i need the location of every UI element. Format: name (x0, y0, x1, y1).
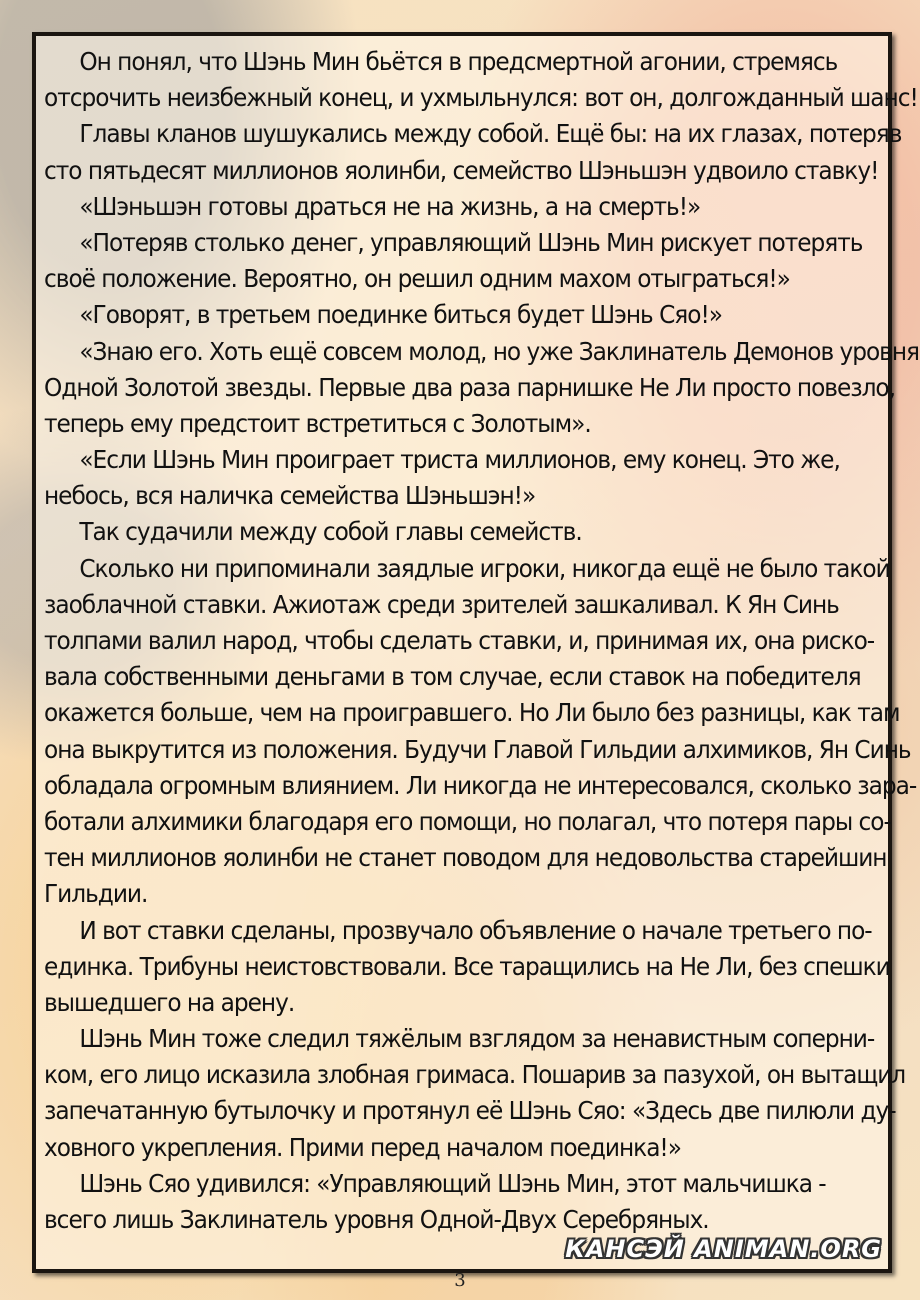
text-line: И вот ставки сделаны, прозвучало объявление о начале третьего по- (79, 915, 872, 945)
text-line: Одной Золотой звезды. Первые два раза парнишке Не Ли просто повезло, (44, 372, 895, 402)
body-text (44, 44, 920, 1238)
text-line: Гильдии. (44, 879, 148, 909)
text-line: небось, вся наличка семейства Шэньшэн!» (44, 481, 536, 511)
text-line: Шэнь Мин тоже следил тяжёлым взглядом за ненавистным соперни- (79, 1024, 875, 1054)
text-line: «Потеряв столько денег, управляющий Шэнь Мин рискует потерять (79, 227, 863, 257)
page-number: 3 (454, 1270, 466, 1291)
text-line: толпами валил народ, чтобы сделать ставки, и, принимая их, она риско- (44, 626, 875, 655)
text-line: обладала огромным влиянием. Ли никогда не интересовался, сколько зара- (44, 770, 917, 800)
text-line: сто пятьдесят миллионов яолинби, семейство Шэньшэн удвоило ставку! (44, 155, 879, 185)
text-line: заоблачной ставки. Ажиотаж среди зрителей зашкаливал. К Ян Синь (44, 589, 839, 619)
text-line: Главы кланов шушукались между собой. Ещё бы: на их глазах, потеряв (79, 119, 902, 149)
text-line: ком, его лицо исказила злобная гримаса. Пошарив за пазухой, он вытащил (44, 1060, 906, 1090)
text-line: вала собственными деньгами в том случае, если ставок на победителя (44, 662, 861, 692)
text-line: она выкрутится из положения. Будучи Главой Гильдии алхимиков, Ян Синь (44, 734, 911, 764)
text-line: отсрочить неизбежный конец, и ухмыльнулся: вот он, долгожданный шанс! (44, 83, 918, 113)
text-line: ховного укрепления. Прими перед началом поединка!» (44, 1132, 681, 1162)
text-line: Он понял, что Шэнь Мин бьётся в предсмертной агонии, стремясь (79, 47, 838, 76)
text-line: всего лишь Заклинатель уровня Одной-Двух Серебряных. (44, 1205, 709, 1234)
text-line: вышедшего на арену. (44, 987, 295, 1017)
text-line: своё положение. Вероятно, он решил одним махом отыграться!» (44, 264, 790, 294)
text-line: «Знаю его. Хоть ещё совсем молод, но уже Заклинатель Демонов уровня (79, 336, 920, 366)
text-line: Шэнь Сяо удивился: «Управляющий Шэнь Мин, этот мальчишка - (79, 1168, 826, 1198)
text-panel (32, 32, 920, 1273)
text-line: единка. Трибуны неистовствовали. Все таращились на Не Ли, без спешки (44, 951, 890, 981)
text-line: окажется больше, чем на проигравшего. Но Ли было без разницы, как там (44, 698, 900, 728)
text-line: ботали алхимики благодаря его помощи, но полагал, что потеря пары со- (44, 806, 891, 836)
text-line: Так судачили между собой главы семейств. (79, 517, 582, 547)
text-line: «Говорят, в третьем поединке биться будет Шэнь Сяо!» (79, 300, 722, 330)
text-line: тен миллионов яолинби не станет поводом для недовольства старейшин (44, 843, 887, 873)
text-line: теперь ему предстоит встретиться с Золотым». (44, 408, 591, 438)
text-line: «Если Шэнь Мин проиграет триста миллионов, ему конец. Это же, (79, 445, 840, 475)
text-line: запечатанную бутылочку и протянул её Шэнь Сяо: «Здесь две пилюли ду- (44, 1096, 896, 1126)
watermark: КАНСЭЙ ANIMAN.ORG (565, 1235, 882, 1263)
text-line: Сколько ни припоминали заядлые игроки, никогда ещё не было такой (79, 553, 890, 583)
text-line: «Шэньшэн готовы драться не на жизнь, а на смерть!» (79, 191, 701, 221)
